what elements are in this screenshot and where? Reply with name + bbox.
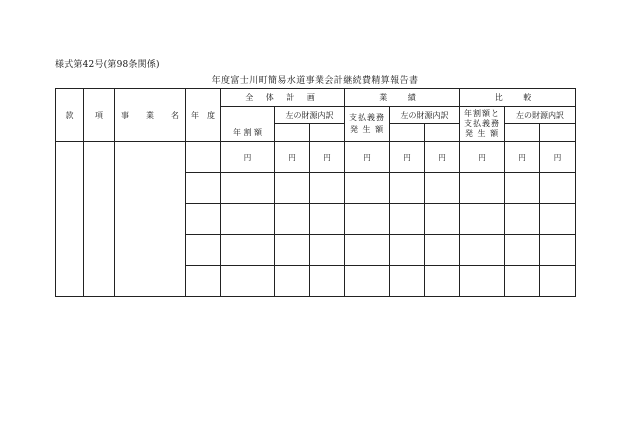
header-jigyo-char-3: 名	[171, 110, 179, 120]
data-cell	[221, 204, 275, 235]
data-cell	[390, 204, 425, 235]
data-cell	[390, 266, 425, 297]
yen-unit: 円	[540, 142, 576, 173]
yen-unit: 円	[221, 142, 275, 173]
header-kou: 項	[84, 89, 115, 142]
data-cell	[540, 266, 576, 297]
header-blank-cell	[310, 124, 345, 142]
nendo-cell	[186, 142, 221, 173]
data-cell	[275, 266, 310, 297]
data-cell	[390, 235, 425, 266]
nendo-cell	[186, 235, 221, 266]
data-cell	[540, 235, 576, 266]
yen-unit: 円	[390, 142, 425, 173]
data-cell	[425, 266, 460, 297]
header-blank-cell	[540, 124, 576, 142]
yen-unit: 円	[460, 142, 505, 173]
data-cell	[390, 173, 425, 204]
nendo-cell	[186, 204, 221, 235]
header-nendo-char-2: 度	[207, 110, 215, 120]
data-cell	[425, 235, 460, 266]
yen-unit: 円	[345, 142, 390, 173]
kou-cell	[84, 142, 115, 297]
header-zaigen-uchiwake-2: 左の財源内訳	[390, 107, 460, 124]
header-nenwari-to-line-3: 発 生 額	[464, 129, 500, 138]
header-nendo	[186, 89, 221, 142]
data-cell	[460, 266, 505, 297]
header-zentai-keikaku: 全 体 計 画	[221, 89, 345, 107]
settlement-report-table	[55, 88, 576, 297]
header-blank-cell	[425, 124, 460, 142]
table-row	[56, 142, 576, 173]
data-cell	[425, 204, 460, 235]
header-nenwari-to-line-2: 支払義務	[464, 119, 501, 128]
yen-unit: 円	[505, 142, 540, 173]
data-cell	[221, 173, 275, 204]
kan-cell	[56, 142, 84, 297]
header-hikaku: 比 較	[460, 89, 576, 107]
jigyo-mei-cell	[115, 142, 186, 297]
data-cell	[221, 235, 275, 266]
header-zaigen-uchiwake-3: 左の財源内訳	[505, 107, 576, 124]
yen-unit: 円	[425, 142, 460, 173]
nendo-cell	[186, 173, 221, 204]
data-cell	[275, 173, 310, 204]
yen-unit: 円	[275, 142, 310, 173]
data-cell	[310, 204, 345, 235]
data-cell	[540, 173, 576, 204]
data-cell	[505, 235, 540, 266]
header-jigyo-char-2: 業	[146, 110, 154, 120]
header-kan: 款	[56, 89, 84, 142]
header-blank-cell	[275, 124, 310, 142]
data-cell	[505, 204, 540, 235]
data-cell	[460, 173, 505, 204]
nendo-cell	[186, 266, 221, 297]
data-cell	[460, 204, 505, 235]
data-cell	[221, 266, 275, 297]
data-cell	[310, 173, 345, 204]
header-zaigen-uchiwake-1: 左の財源内訳	[275, 107, 345, 124]
header-blank-cell	[390, 124, 425, 142]
data-cell	[345, 266, 390, 297]
data-cell	[345, 204, 390, 235]
data-cell	[540, 204, 576, 235]
form-number: 様式第42号(第98条関係)	[55, 60, 160, 70]
data-cell	[275, 235, 310, 266]
header-row-1	[56, 89, 576, 107]
header-jigyo-char-1: 事	[121, 110, 129, 120]
header-shiharai-line-1: 支払義務	[349, 113, 386, 122]
data-cell	[460, 235, 505, 266]
yen-unit: 円	[310, 142, 345, 173]
data-cell	[345, 173, 390, 204]
data-cell	[310, 235, 345, 266]
header-nendo-char-1: 年	[191, 110, 199, 120]
header-nenwari-to-line-1: 年割額と	[464, 109, 501, 118]
header-nenwari-gaku: 年 割 額	[221, 107, 275, 142]
data-cell	[345, 235, 390, 266]
data-cell	[505, 266, 540, 297]
data-cell	[310, 266, 345, 297]
header-nenwari-to-shiharai	[460, 107, 505, 142]
header-shiharai-line-2: 発 生 額	[349, 125, 385, 134]
data-cell	[275, 204, 310, 235]
header-shiharai-gimu	[345, 107, 390, 142]
document-title: 年度富士川町簡易水道事業会計継続費精算報告書	[211, 76, 419, 86]
data-cell	[425, 173, 460, 204]
header-jigyo-mei	[115, 89, 186, 142]
header-gyoseki: 業 績	[345, 89, 460, 107]
header-blank-cell	[505, 124, 540, 142]
data-cell	[505, 173, 540, 204]
